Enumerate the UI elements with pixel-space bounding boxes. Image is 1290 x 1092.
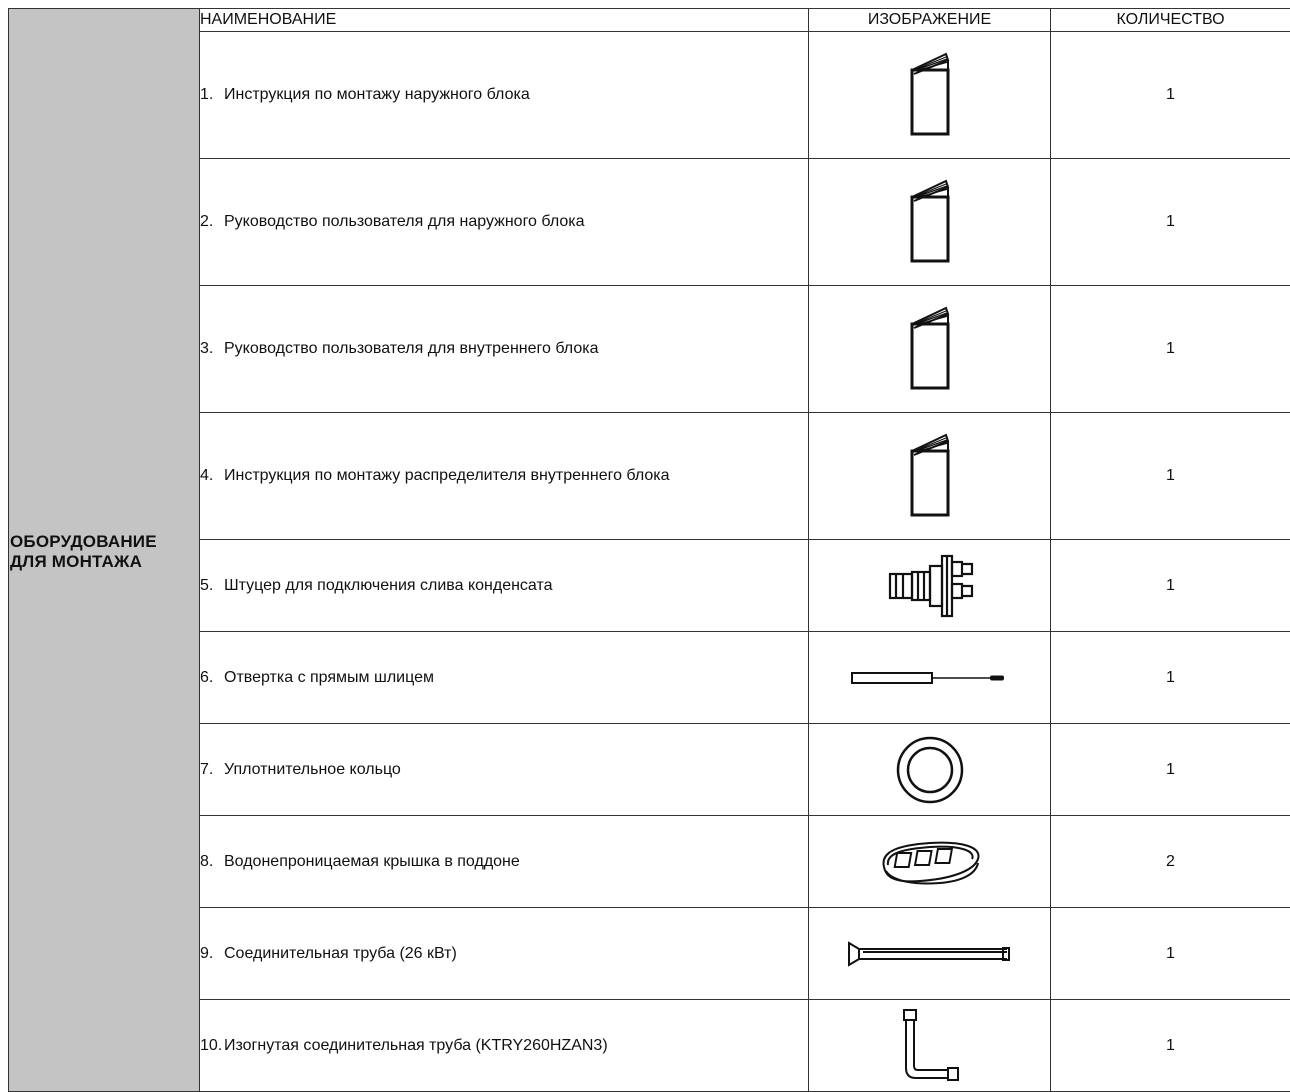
- table-row: [9, 632, 1290, 724]
- straight-pipe-icon: [845, 939, 1015, 969]
- waterproof-cap-icon: [870, 837, 990, 887]
- accessories-table: [8, 8, 1290, 1092]
- item-qty-cell: 2: [1051, 816, 1290, 908]
- table-row: [9, 724, 1290, 816]
- table-row: [9, 540, 1290, 632]
- item-name-cell: 1. Инструкция по монтажу наружного блока: [200, 32, 809, 159]
- item-name-cell: 7. Уплотнительное кольцо: [200, 724, 809, 816]
- item-image-cell: [809, 32, 1051, 159]
- item-qty-cell: 1: [1051, 286, 1290, 413]
- booklet-icon: [900, 177, 960, 267]
- item-name-cell: 4. Инструкция по монтажу распределителя внутреннего блока: [200, 413, 809, 540]
- table-row: [9, 1000, 1290, 1092]
- item-name-cell: 10. Изогнутая соединительная труба (KTRY260HZAN3): [200, 1000, 809, 1092]
- item-qty-cell: 1: [1051, 632, 1290, 724]
- item-image-cell: [809, 632, 1051, 724]
- item-image-cell: [809, 816, 1051, 908]
- item-image-cell: [809, 540, 1051, 632]
- item-name-cell: 3. Руководство пользователя для внутреннего блока: [200, 286, 809, 413]
- header-row: [9, 9, 1290, 32]
- screwdriver-icon: [850, 668, 1010, 688]
- header-image: ИЗОБРАЖЕНИЕ: [809, 9, 1051, 32]
- booklet-icon: [900, 304, 960, 394]
- item-image-cell: [809, 413, 1051, 540]
- item-name-cell: 6. Отвертка с прямым шлицем: [200, 632, 809, 724]
- booklet-icon: [900, 431, 960, 521]
- seal-ring-icon: [895, 735, 965, 805]
- booklet-icon: [900, 50, 960, 140]
- item-qty-cell: 1: [1051, 540, 1290, 632]
- item-qty-cell: 1: [1051, 413, 1290, 540]
- table-row: [9, 413, 1290, 540]
- table-row: [9, 908, 1290, 1000]
- table-row: [9, 159, 1290, 286]
- bent-pipe-icon: [890, 1006, 970, 1086]
- item-qty-cell: 1: [1051, 724, 1290, 816]
- side-category-cell: [9, 9, 200, 1092]
- table-row: [9, 816, 1290, 908]
- item-name-cell: 2. Руководство пользователя для наружного блока: [200, 159, 809, 286]
- item-image-cell: [809, 908, 1051, 1000]
- item-qty-cell: 1: [1051, 159, 1290, 286]
- header-name: НАИМЕНОВАНИЕ: [200, 9, 809, 32]
- table-row: [9, 32, 1290, 159]
- item-name-cell: 8. Водонепроницаемая крышка в поддоне: [200, 816, 809, 908]
- drain-fitting-icon: [870, 548, 990, 624]
- item-name-cell: 9. Соединительная труба (26 кВт): [200, 908, 809, 1000]
- table-row: [9, 286, 1290, 413]
- header-quantity: КОЛИЧЕСТВО: [1051, 9, 1290, 32]
- item-name-cell: 5. Штуцер для подключения слива конденсата: [200, 540, 809, 632]
- side-category-label: ОБОРУДОВАНИЕ ДЛЯ МОНТАЖА: [10, 532, 157, 571]
- item-qty-cell: 1: [1051, 32, 1290, 159]
- item-image-cell: [809, 159, 1051, 286]
- item-image-cell: [809, 724, 1051, 816]
- item-qty-cell: 1: [1051, 1000, 1290, 1092]
- item-qty-cell: 1: [1051, 908, 1290, 1000]
- item-image-cell: [809, 1000, 1051, 1092]
- item-image-cell: [809, 286, 1051, 413]
